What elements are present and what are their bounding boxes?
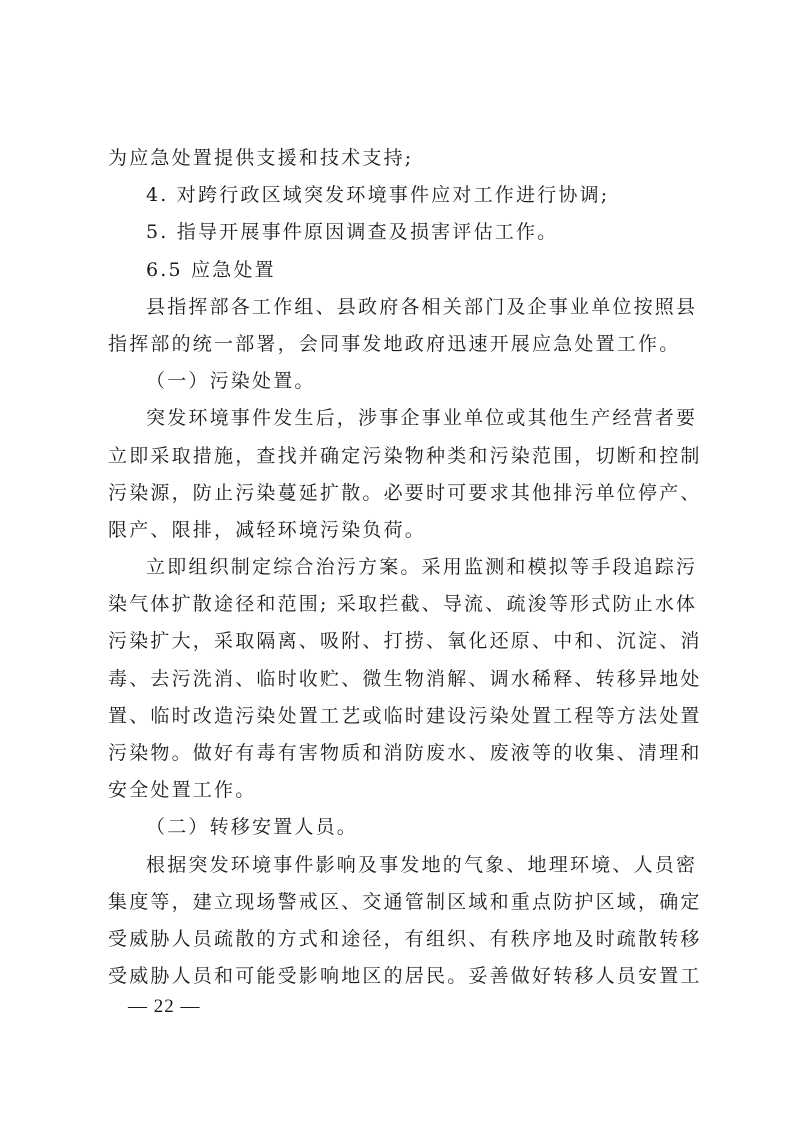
text-line: 污染扩大，采取隔离、吸附、打捞、氧化还原、中和、沉淀、消 — [108, 630, 702, 653]
text-line: 受威胁人员和可能受影响地区的居民。妥善做好转移人员安置工 — [108, 965, 702, 988]
text-line: 为应急处置提供支援和技术支持; — [108, 147, 414, 169]
page-number: — 22 — — [128, 996, 201, 1017]
text-line: 毒、去污洗消、临时收贮、微生物消解、调水稀释、转移异地处 — [108, 667, 702, 690]
subsection-heading: （二）转移安置人员。 — [146, 816, 359, 839]
text-line: 污染物。做好有毒有害物质和消防废水、废液等的收集、清理和 — [108, 742, 702, 764]
text-line: 限产、限排，减轻环境污染负荷。 — [108, 518, 427, 541]
text-line: 染气体扩散途径和范围; 采取拦截、导流、疏浚等形式防止水体 — [108, 593, 698, 616]
text-line: 根据突发环境事件影响及事发地的气象、地理环境、人员密 — [146, 853, 698, 876]
text-line: 突发环境事件发生后，涉事企事业单位或其他生产经营者要 — [146, 407, 698, 430]
text-line: 置、临时改造污染处置工艺或临时建设污染处置工程等方法处置 — [108, 704, 702, 727]
text-line: 安全处置工作。 — [108, 779, 257, 802]
text-line: 集度等，建立现场警戒区、交通管制区域和重点防护区域，确定 — [108, 890, 702, 913]
text-line: 污染源，防止污染蔓延扩散。必要时可要求其他排污单位停产、 — [108, 481, 702, 504]
section-heading: 6.5 应急处置 — [146, 258, 276, 281]
text-line: 指挥部的统一部署，会同事发地政府迅速开展应急处置工作。 — [108, 332, 681, 355]
subsection-heading: （一）污染处置。 — [146, 370, 316, 393]
text-line: 立即采取措施，查找并确定污染物种类和污染范围，切断和控制 — [108, 444, 702, 467]
list-item-5: 5. 指导开展事件原因调查及损害评估工作。 — [146, 221, 559, 244]
text-line: 立即组织制定综合治污方案。采用监测和模拟等手段追踪污 — [146, 556, 698, 579]
text-line: 县指挥部各工作组、县政府各相关部门及企事业单位按照县 — [146, 295, 698, 318]
list-item-4: 4. 对跨行政区域突发环境事件应对工作进行协调; — [146, 184, 610, 207]
text-line: 受威胁人员疏散的方式和途径，有组织、有秩序地及时疏散转移 — [108, 927, 702, 950]
body-text — [108, 140, 702, 995]
